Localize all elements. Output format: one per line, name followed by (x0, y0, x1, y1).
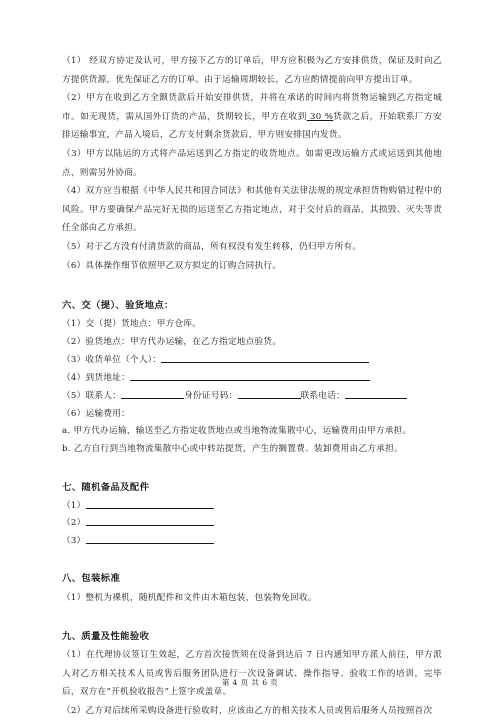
accessory-number: （2） (62, 518, 86, 528)
inspection-location: （2）验货地点：甲方代办运输，在乙方指定地点验货。 (62, 337, 282, 347)
acceptance-term-1: （1）在代理协议签订生效起，乙方首次接货须在设备到达后 7 日内通知甲方派人前往，甲方派人对乙方相关技术人员或售后服务团队进行一次设备调试、操作指导、验收工作的培训，完毕后，双方在“开机验收报告”上签字或盖章。 (62, 650, 442, 698)
accessory-blank (86, 516, 214, 526)
accessory-line (62, 499, 214, 513)
accessory-blank (86, 534, 214, 544)
transport-fee-option-a: a. 甲方代办运输，输送至乙方指定收货地点或当地物流集散中心，运输费用由甲方承担。 (62, 426, 412, 436)
delivery-term-2-part-b: 货款之后，开始联系厂方安排运输事宜，产品入境后，乙方支付剩余货款后，甲方则安排国内发货。 (62, 111, 442, 141)
delivery-term-2-part-a: （2）甲方在收到乙方全额货款后开始安排供货，并将在承诺的时间内将货物运输到乙方指定城市。如无现货，需从国外订货的产品，货期较长，甲方在收到 (62, 93, 442, 122)
phone-label: 联系电话： (300, 391, 345, 401)
delivery-term-2 (62, 89, 442, 145)
arrival-address-line (62, 371, 370, 385)
contact-person-blank (121, 389, 184, 399)
arrival-address-blank (130, 371, 370, 381)
accessory-number: （1） (62, 501, 86, 511)
packaging-term-1: （1）整机为裸机，随机配件和文件由木箱包装，包装物免回收。 (62, 593, 317, 603)
delivery-term-1: （1） 经双方协定及认可，甲方接下乙方的订单后，甲方应积极为乙方安排供货，保证及时向乙方提供货源，优先保证乙方的订单。由于运输周期较长，乙方应酌情提前向甲方提出订单。 (62, 56, 442, 85)
phone-blank (345, 389, 407, 399)
page-number-footer: 第 4 页 共 6 页 (221, 678, 279, 687)
transport-fee-option-b: b. 乙方自行到当地物流集散中心或中转站提货，产生的搁置费、装卸费用由乙方承担。 (62, 444, 403, 454)
id-number-label: 身份证号码： (184, 391, 238, 401)
transport-fee-line: （6）运输费用： (62, 409, 131, 419)
acceptance-term-2: （2）乙方对后续所采购设备进行验收时，应该由乙方的相关技术人员或售后服务人员按照首次 (62, 706, 433, 716)
accessory-line (62, 534, 214, 548)
section-heading-packaging: 八、包装标准 (62, 573, 121, 584)
accessory-line (62, 516, 214, 530)
pickup-location: （1）交（提）货地点：甲方仓库。 (62, 319, 202, 329)
receiving-party-label: （3）收货单位（个人）： (62, 355, 162, 365)
delivery-term-5: （5）对于乙方没有付清货款的商品，所有权没有发生转移，仍归甲方所有。 (62, 242, 362, 252)
contact-person-label: （5）联系人： (62, 391, 122, 401)
accessory-blank (86, 499, 214, 509)
arrival-address-label: （4）到货地址： (62, 373, 131, 383)
receiving-party-blank (161, 353, 369, 363)
section-heading-accessories: 七、随机备品及配件 (62, 482, 150, 493)
section-heading-inspection-location: 六、交（提）、验货地点： (62, 300, 174, 311)
delivery-term-4: （4）双方应当根据《中华人民共和国合同法》和其他有关法律法规的规定承担货物购销过程中的风险。甲方要确保产品完好无损的运送至乙方指定地点，对于交付后的商品，其损毁、灭失等责任全部由乙方承担。 (62, 186, 442, 234)
receiving-party-line (62, 353, 369, 367)
id-number-blank (238, 389, 301, 399)
delivery-term-6: （6）具体操作细节依照甲乙双方拟定的订购合同执行。 (62, 261, 282, 271)
delivery-term-3: （3）甲方以陆运的方式将产品运送到乙方指定的收货地点。如需更改运输方式或运送到其他地点，则需另外协商。 (62, 149, 442, 178)
contact-line (62, 389, 407, 403)
accessory-number: （3） (62, 536, 86, 546)
section-heading-quality-acceptance: 九、质量及性能验收 (62, 631, 150, 642)
deposit-percentage: 30 % (306, 111, 334, 122)
